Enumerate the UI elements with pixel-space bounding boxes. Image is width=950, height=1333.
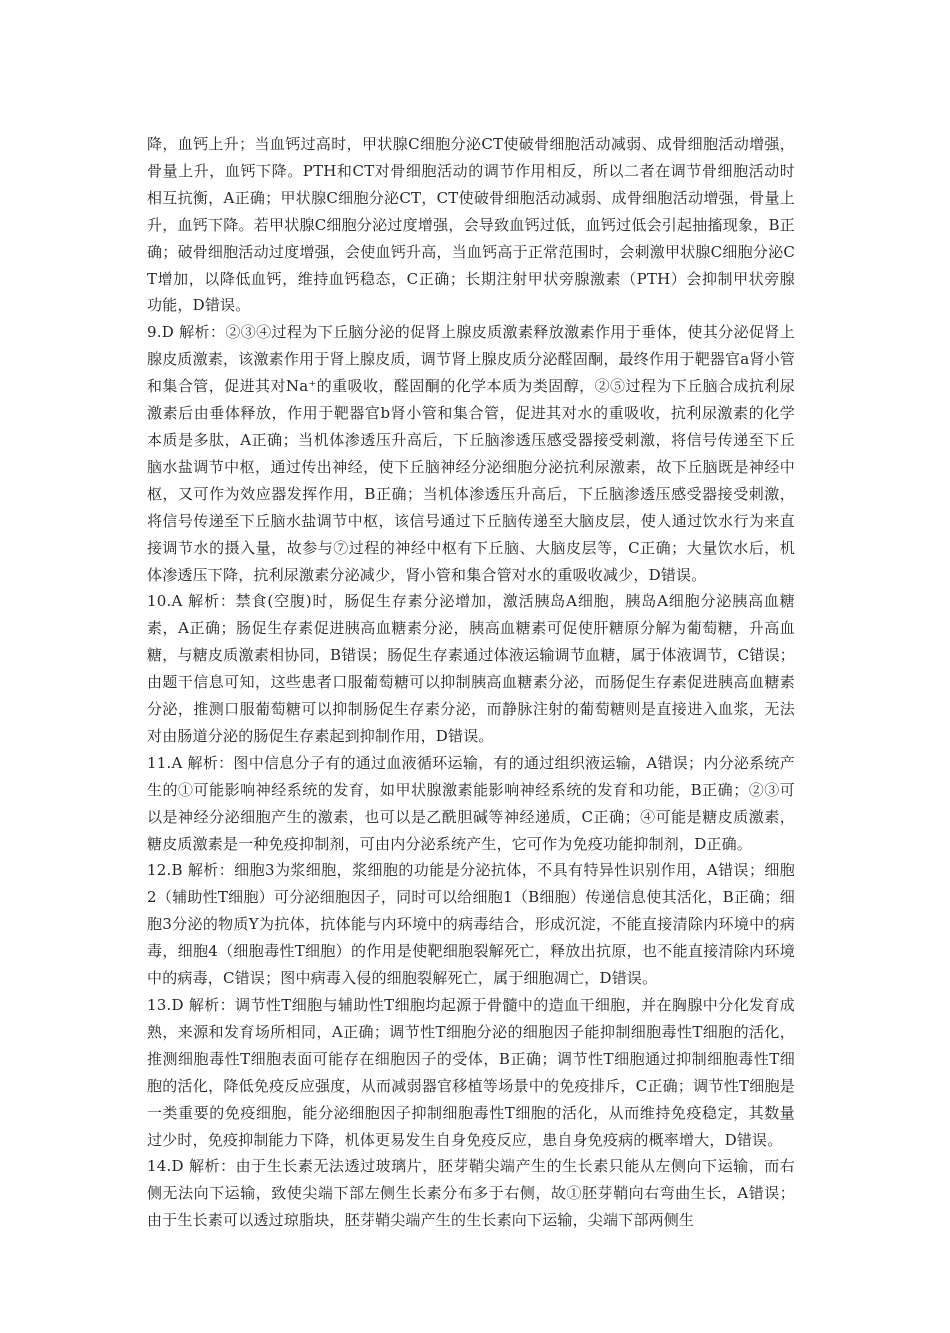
paragraph-q9: 9.D 解析：②③④过程为下丘脑分泌的促肾上腺皮质激素释放激素作用于垂体，使其分泌促肾上腺皮质激素，该激素作用于肾上腺皮质，调节肾上腺皮质分泌醛固酮，最终作用于靶器官a肾小管和集合管，促进其对Na⁺的重吸收，醛固酮的化学本质为类固醇，②⑤过程为下丘脑合成抗利尿激素后由垂体释放，作用于靶器官b肾小管和集合管，促进其对水的重吸收，抗利尿激素的化学本质是多肽，A正确；当机体渗透压升高后，下丘脑渗透压感受器接受刺激，将信号传递至下丘脑水盐调节中枢，通过传出神经，使下丘脑神经分泌细胞分泌抗利尿激素，故下丘脑既是神经中枢，又可作为效应器发挥作用，B正确；当机体渗透压升高后，下丘脑渗透压感受器接受刺激，将信号传递至下丘脑水盐调节中枢，该信号通过下丘脑传递至大脑皮层，使人通过饮水行为来直接调节水的摄入量，故参与⑦过程的神经中枢有下丘脑、大脑皮层等，C正确；大量饮水后，机体渗透压下降，抗利尿激素分泌减少，肾小管和集合管对水的重吸收减少，D错误。 bbox=[147, 323, 795, 584]
paragraph-q11: 11.A 解析：图中信息分子有的通过血液循环运输，有的通过组织液运输，A错误；内分泌系统产生的①可能影响神经系统的发育，如甲状腺激素能影响神经系统的发育和功能，B正确；②③可以是神经分泌细胞产生的激素，也可以是乙酰胆碱等神经递质，C正确；④可能是糖皮质激素，糖皮质激素是一种免疫抑制剂，可由内分泌系统产生，它可作为免疫功能抑制剂，D正确。 bbox=[147, 753, 795, 853]
paragraph-q12: 12.B 解析：细胞3为浆细胞，浆细胞的功能是分泌抗体，不具有特异性识别作用，A错误；细胞2（辅助性T细胞）可分泌细胞因子，同时可以给细胞1（B细胞）传递信息使其活化，B正确；细胞3分泌的物质Y为抗体，抗体能与内环境中的病毒结合，形成沉淀，不能直接清除内环境中的病毒，细胞4（细胞毒性T细胞）的作用是使靶细胞裂解死亡，释放出抗原，也不能直接清除内环境中的病毒，C错误；图中病毒入侵的细胞裂解死亡，属于细胞凋亡，D错误。 bbox=[147, 861, 795, 988]
paragraph-8-continuation: 降，血钙上升；当血钙过高时，甲状腺C细胞分泌CT使破骨细胞活动减弱、成骨细胞活动增强，骨量上升，血钙下降。PTH和CT对骨细胞活动的调节作用相反，所以二者在调节骨细胞活动时相互抗衡，A正确；甲状腺C细胞分泌CT，CT使破骨细胞活动减弱、成骨细胞活动增强，骨量上升，血钙下降。若甲状腺C细胞分泌过度增强，会导致血钙过低，血钙过低会引起抽搐现象，B正确；破骨细胞活动过度增强，会使血钙升高，当血钙高于正常范围时，会刺激甲状腺C细胞分泌CT增加，以降低血钙，维持血钙稳态，C正确；长期注射甲状旁腺激素（PTH）会抑制甲状旁腺功能，D错误。 bbox=[147, 135, 795, 315]
paragraph-q10: 10.A 解析：禁食(空腹)时，肠促生存素分泌增加，激活胰岛A细胞，胰岛A细胞分泌胰高血糖素，A正确；肠促生存素促进胰高血糖素分泌，胰高血糖素可促使肝糖原分解为葡萄糖，升高血糖，与糖皮质激素相协同，B错误；肠促生存素通过体液运输调节血糖，属于体液调节，C错误；由题干信息可知，这些患者口服葡萄糖可以抑制胰高血糖素分泌，而肠促生存素促进胰高血糖素分泌，推测口服葡萄糖可以抑制肠促生存素分泌，而静脉注射的葡萄糖则是直接进入血浆，无法对由肠道分泌的肠促生存素起到抑制作用，D错误。 bbox=[147, 592, 795, 745]
paragraph-q14: 14.D 解析：由于生长素无法透过玻璃片，胚芽鞘尖端产生的生长素只能从左侧向下运输，而右侧无法向下运输，致使尖端下部左侧生长素分布多于右侧，故①胚芽鞘向右弯曲生长，A错误；由于生长素可以透过琼脂块，胚芽鞘尖端产生的生长素向下运输，尖端下部两侧生 bbox=[147, 1157, 795, 1230]
answer-analysis-page bbox=[147, 131, 795, 1234]
paragraph-q13: 13.D 解析：调节性T细胞与辅助性T细胞均起源于骨髓中的造血干细胞，并在胸腺中分化发育成熟，来源和发育场所相同，A正确；调节性T细胞分泌的细胞因子能抑制细胞毒性T细胞的活化，推测细胞毒性T细胞表面可能存在细胞因子的受体，B正确；调节性T细胞通过抑制细胞毒性T细胞的活化，降低免疫反应强度，从而减弱器官移植等场景中的免疫排斥，C正确；调节性T细胞是一类重要的免疫细胞，能分泌细胞因子抑制细胞毒性T细胞的活化，从而维持免疫稳定，其数量过少时，免疫抑制能力下降，机体更易发生自身免疫反应，患自身免疫病的概率增大，D错误。 bbox=[147, 996, 795, 1149]
